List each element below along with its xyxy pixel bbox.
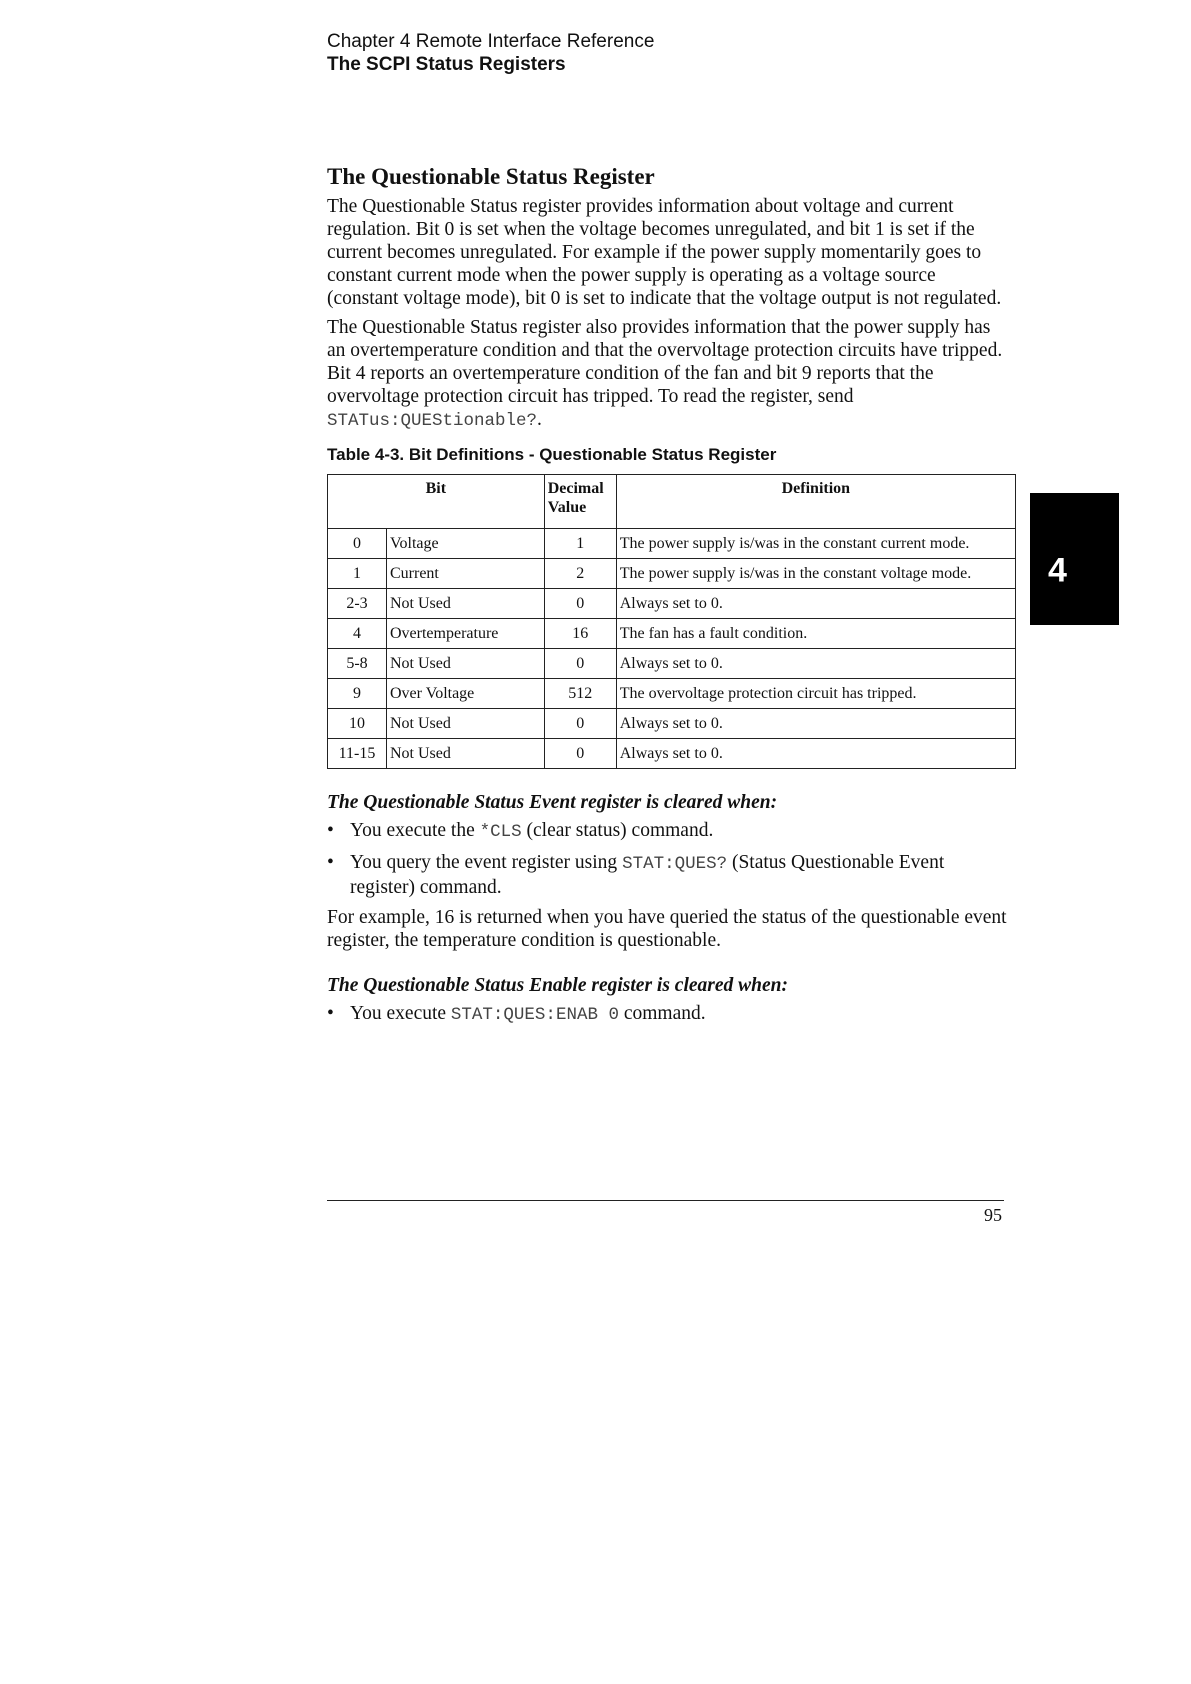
header-definition: Definition (616, 475, 1015, 529)
cell-definition: Always set to 0. (616, 649, 1015, 679)
chapter-tab-label: 4 (1048, 551, 1067, 590)
list-item-text: You query the event register using (350, 852, 623, 873)
table-row (328, 679, 1016, 709)
cell-bit: 9 (328, 679, 387, 709)
cell-definition: The fan has a fault condition. (616, 619, 1015, 649)
cell-name: Current (387, 559, 545, 589)
page-number: 95 (984, 1205, 1002, 1225)
cls-command: *CLS (479, 822, 522, 842)
page-header (327, 30, 654, 76)
status-questionable-command: STATus:QUEStionable? (327, 411, 538, 431)
enable-register-list (327, 1002, 1007, 1027)
footer-divider (327, 1200, 1004, 1201)
cell-name: Not Used (387, 739, 545, 769)
cell-bit: 1 (328, 559, 387, 589)
cell-name: Not Used (387, 709, 545, 739)
list-item-text: (clear status) command. (521, 820, 714, 841)
cell-bit: 0 (328, 529, 387, 559)
cell-name: Not Used (387, 589, 545, 619)
cell-name: Overtemperature (387, 619, 545, 649)
table-row (328, 559, 1016, 589)
cell-value: 16 (544, 619, 616, 649)
cell-value: 1 (544, 529, 616, 559)
table-caption: Table 4-3. Bit Definitions - Questionable Status Register (327, 445, 777, 464)
list-item-text: You execute the (350, 820, 480, 841)
list-item-text: command. (618, 1003, 706, 1024)
list-item-text: (Status Questionable Event register) command. (350, 852, 945, 898)
cell-definition: The power supply is/was in the constant current mode. (616, 529, 1015, 559)
list-item-text: You execute (350, 1003, 451, 1024)
section-heading: The Questionable Status Register (327, 164, 655, 189)
cell-definition: The overvoltage protection circuit has tripped. (616, 679, 1015, 709)
table-row (328, 619, 1016, 649)
cell-value: 0 (544, 649, 616, 679)
cell-definition: Always set to 0. (616, 589, 1015, 619)
cell-bit: 11-15 (328, 739, 387, 769)
table-row (328, 529, 1016, 559)
enable-register-heading: The Questionable Status Enable register is cleared when: (327, 975, 788, 996)
stat-ques-command: STAT:QUES? (622, 854, 728, 874)
table-header-row (328, 475, 1016, 529)
cell-definition: Always set to 0. (616, 739, 1015, 769)
list-item (327, 1002, 1007, 1027)
cell-name: Over Voltage (387, 679, 545, 709)
bit-definitions-table (327, 474, 1016, 769)
cell-value: 0 (544, 589, 616, 619)
cell-bit: 5-8 (328, 649, 387, 679)
cell-value: 0 (544, 739, 616, 769)
header-decimal-value (544, 475, 616, 529)
list-item (327, 851, 1007, 899)
header-decimal-line2: Value (547, 499, 587, 516)
table-row (328, 709, 1016, 739)
stat-ques-enab-command: STAT:QUES:ENAB 0 (450, 1005, 619, 1025)
chapter-tab (1030, 493, 1119, 625)
event-register-heading: The Questionable Status Event register is cleared when: (327, 792, 778, 813)
event-example-paragraph: For example, 16 is returned when you have queried the status of the questionable event register, the temperature condition is questionable. (327, 907, 1007, 951)
bullet-icon: • (327, 852, 334, 873)
cell-name: Voltage (387, 529, 545, 559)
cell-bit: 4 (328, 619, 387, 649)
paragraph-1: The Questionable Status register provides information about voltage and current regulation. Bit 0 is set when the voltage becomes unregulated, and bit 1 is set if the current becomes unregulated. For example if the power supply momentarily goes to constant current mode when the power supply is operating as a voltage source (constant voltage mode), bit 0 is set to indicate that the voltage output is not regulated. (327, 196, 1002, 309)
paragraph-2-text: The Questionable Status register also provides information that the power supply has an overtemperature condition and that the overvoltage protection circuits have tripped. Bit 4 reports an overtemperature condition of the fan and bit 9 reports that the overvoltage protection circuit has tripped. To read the register, send (327, 317, 1003, 407)
cell-bit: 10 (328, 709, 387, 739)
list-item (327, 819, 1007, 844)
paragraph-2 (327, 316, 1007, 433)
cell-definition: Always set to 0. (616, 709, 1015, 739)
header-bit: Bit (328, 475, 545, 529)
cell-bit: 2-3 (328, 589, 387, 619)
cell-name: Not Used (387, 649, 545, 679)
cell-value: 0 (544, 709, 616, 739)
section-title: The SCPI Status Registers (327, 54, 566, 75)
table-row (328, 739, 1016, 769)
main-content (327, 163, 1007, 1034)
cell-definition: The power supply is/was in the constant voltage mode. (616, 559, 1015, 589)
paragraph-2-end: . (537, 409, 542, 430)
table-row (328, 589, 1016, 619)
cell-value: 2 (544, 559, 616, 589)
event-register-list (327, 819, 1007, 899)
bullet-icon: • (327, 820, 334, 841)
cell-value: 512 (544, 679, 616, 709)
bullet-icon: • (327, 1003, 334, 1024)
table-row (328, 649, 1016, 679)
chapter-title: Chapter 4 Remote Interface Reference (327, 31, 655, 52)
header-decimal-line1: Decimal (547, 480, 604, 497)
